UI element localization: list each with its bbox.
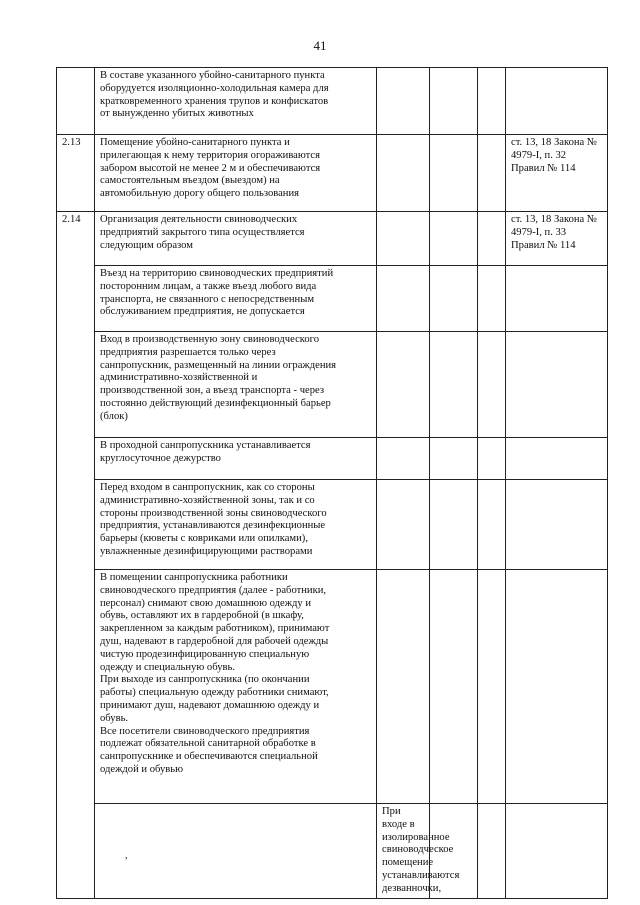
answer-cell bbox=[430, 68, 478, 135]
legal-reference-cell bbox=[506, 266, 608, 332]
table-row bbox=[57, 570, 608, 804]
requirement-text: Въезд на территорию свиноводческих предприятий посторонним лицам, а также въезд любого вида транспорта, не связанного с непосредственным обслуживанием предприятия, не допускается bbox=[100, 268, 334, 318]
answer-cell bbox=[377, 68, 430, 135]
page-number: 41 bbox=[313, 38, 327, 53]
table-row bbox=[57, 266, 608, 332]
answer-cell bbox=[430, 438, 478, 480]
requirement-text: В составе указанного убойно-санитарного пункта оборудуется изоляционно-холодильная камера для кратковременного хранения трупов и конфискатов от вынужденно убитых животных bbox=[100, 70, 329, 120]
requirement-cell bbox=[95, 212, 377, 266]
answer-cell bbox=[430, 332, 478, 438]
requirement-text: В проходной санпропускника устанавливается круглосуточное дежурство bbox=[100, 440, 311, 464]
legal-reference-cell bbox=[506, 332, 608, 438]
answer-cell bbox=[478, 266, 506, 332]
table-row bbox=[57, 804, 608, 899]
item-number bbox=[95, 804, 377, 899]
item-number: 2.14 bbox=[57, 212, 95, 899]
answer-cell bbox=[506, 804, 608, 899]
legal-reference-cell bbox=[506, 212, 608, 266]
requirement-cell bbox=[95, 480, 377, 570]
answer-cell bbox=[377, 480, 430, 570]
table-row bbox=[57, 135, 608, 212]
answer-cell bbox=[430, 480, 478, 570]
answer-cell bbox=[430, 266, 478, 332]
answer-cell bbox=[478, 332, 506, 438]
requirement-text: Организация деятельности свиноводческих предприятий закрытого типа осуществляется следующим образом bbox=[100, 214, 305, 251]
stray-ink-mark: , bbox=[125, 850, 128, 861]
legal-reference-cell bbox=[506, 438, 608, 480]
answer-cell bbox=[377, 438, 430, 480]
answer-cell bbox=[478, 68, 506, 135]
answer-cell bbox=[478, 438, 506, 480]
legal-reference-cell bbox=[506, 135, 608, 212]
answer-cell bbox=[377, 212, 430, 266]
table-row bbox=[57, 68, 608, 135]
answer-cell bbox=[430, 212, 478, 266]
table-row bbox=[57, 438, 608, 480]
table-row bbox=[57, 212, 608, 266]
requirement-text: Вход в производственную зону свиноводческого предприятия разрешается только через санпропускник, размещенный на линии ограждения административно-хозяйственной и производственной зон, а въезд транспорта - через постоянно действующий дезинфекционный барьер (блок) bbox=[100, 334, 337, 422]
legal-reference-cell bbox=[506, 570, 608, 804]
legal-reference: ст. 13, 18 Закона № 4979-I, п. 32 Правил № 114 bbox=[511, 137, 598, 174]
requirement-cell bbox=[377, 804, 460, 899]
requirement-text: В помещении санпропускника работники свиноводческого предприятия (далее - работники, персонал) снимают свою домашнюю одежду и обувь, оставляют их в гардеробной (в шкафу, закрепленном за каждым работником), принимают душ, надевают в гардеробной для рабочей одежды чистую продезинфицированную специальную одежду и специальную обувь. При выходе из санпропускника (по окончании работы) специальную одежду работники снимают, принимают душ, надевают домашнюю одежду и обувь. Все посетители свиноводческого предприятия подлежат обязательной санитарной обработке в санпропускнике и обеспечиваются специальной одеждой и обувью bbox=[100, 572, 330, 775]
answer-cell bbox=[430, 570, 478, 804]
table-row bbox=[57, 480, 608, 570]
checklist-table bbox=[56, 67, 608, 899]
table-row bbox=[57, 332, 608, 438]
requirement-cell bbox=[95, 68, 377, 135]
requirement-cell bbox=[95, 438, 377, 480]
answer-cell bbox=[478, 480, 506, 570]
legal-reference: ст. 13, 18 Закона № 4979-I, п. 33 Правил № 114 bbox=[511, 214, 598, 251]
requirement-cell bbox=[95, 135, 377, 212]
answer-cell bbox=[478, 570, 506, 804]
answer-cell bbox=[478, 804, 506, 899]
answer-cell bbox=[377, 135, 430, 212]
answer-cell bbox=[430, 135, 478, 212]
answer-cell bbox=[377, 570, 430, 804]
requirement-text: Помещение убойно-санитарного пункта и прилегающая к нему территория огораживаются забором высотой не менее 2 м и обеспечиваются самостоятельным въездом (выездом) на автомобильную дорогу общего пользования bbox=[100, 137, 321, 200]
item-number bbox=[57, 68, 95, 135]
legal-reference-cell bbox=[506, 480, 608, 570]
answer-cell bbox=[478, 135, 506, 212]
legal-reference-cell bbox=[506, 68, 608, 135]
requirement-text: Перед входом в санпропускник, как со стороны административно-хозяйственной зоны, так и со стороны производственной зоны свиноводческого предприятия, устанавливаются дезинфекционные барьеры (кюветы с ковриками или опилками), увлажненные дезинфицирующими растворами bbox=[100, 482, 327, 557]
requirement-cell bbox=[95, 570, 377, 804]
requirement-text: При входе в изолированное свиноводческое помещение устанавливаются дезванночки, bbox=[382, 806, 460, 894]
item-number: 2.13 bbox=[57, 135, 95, 212]
requirement-cell bbox=[95, 266, 377, 332]
answer-cell bbox=[377, 332, 430, 438]
answer-cell bbox=[478, 212, 506, 266]
requirement-cell bbox=[95, 332, 377, 438]
answer-cell bbox=[377, 266, 430, 332]
